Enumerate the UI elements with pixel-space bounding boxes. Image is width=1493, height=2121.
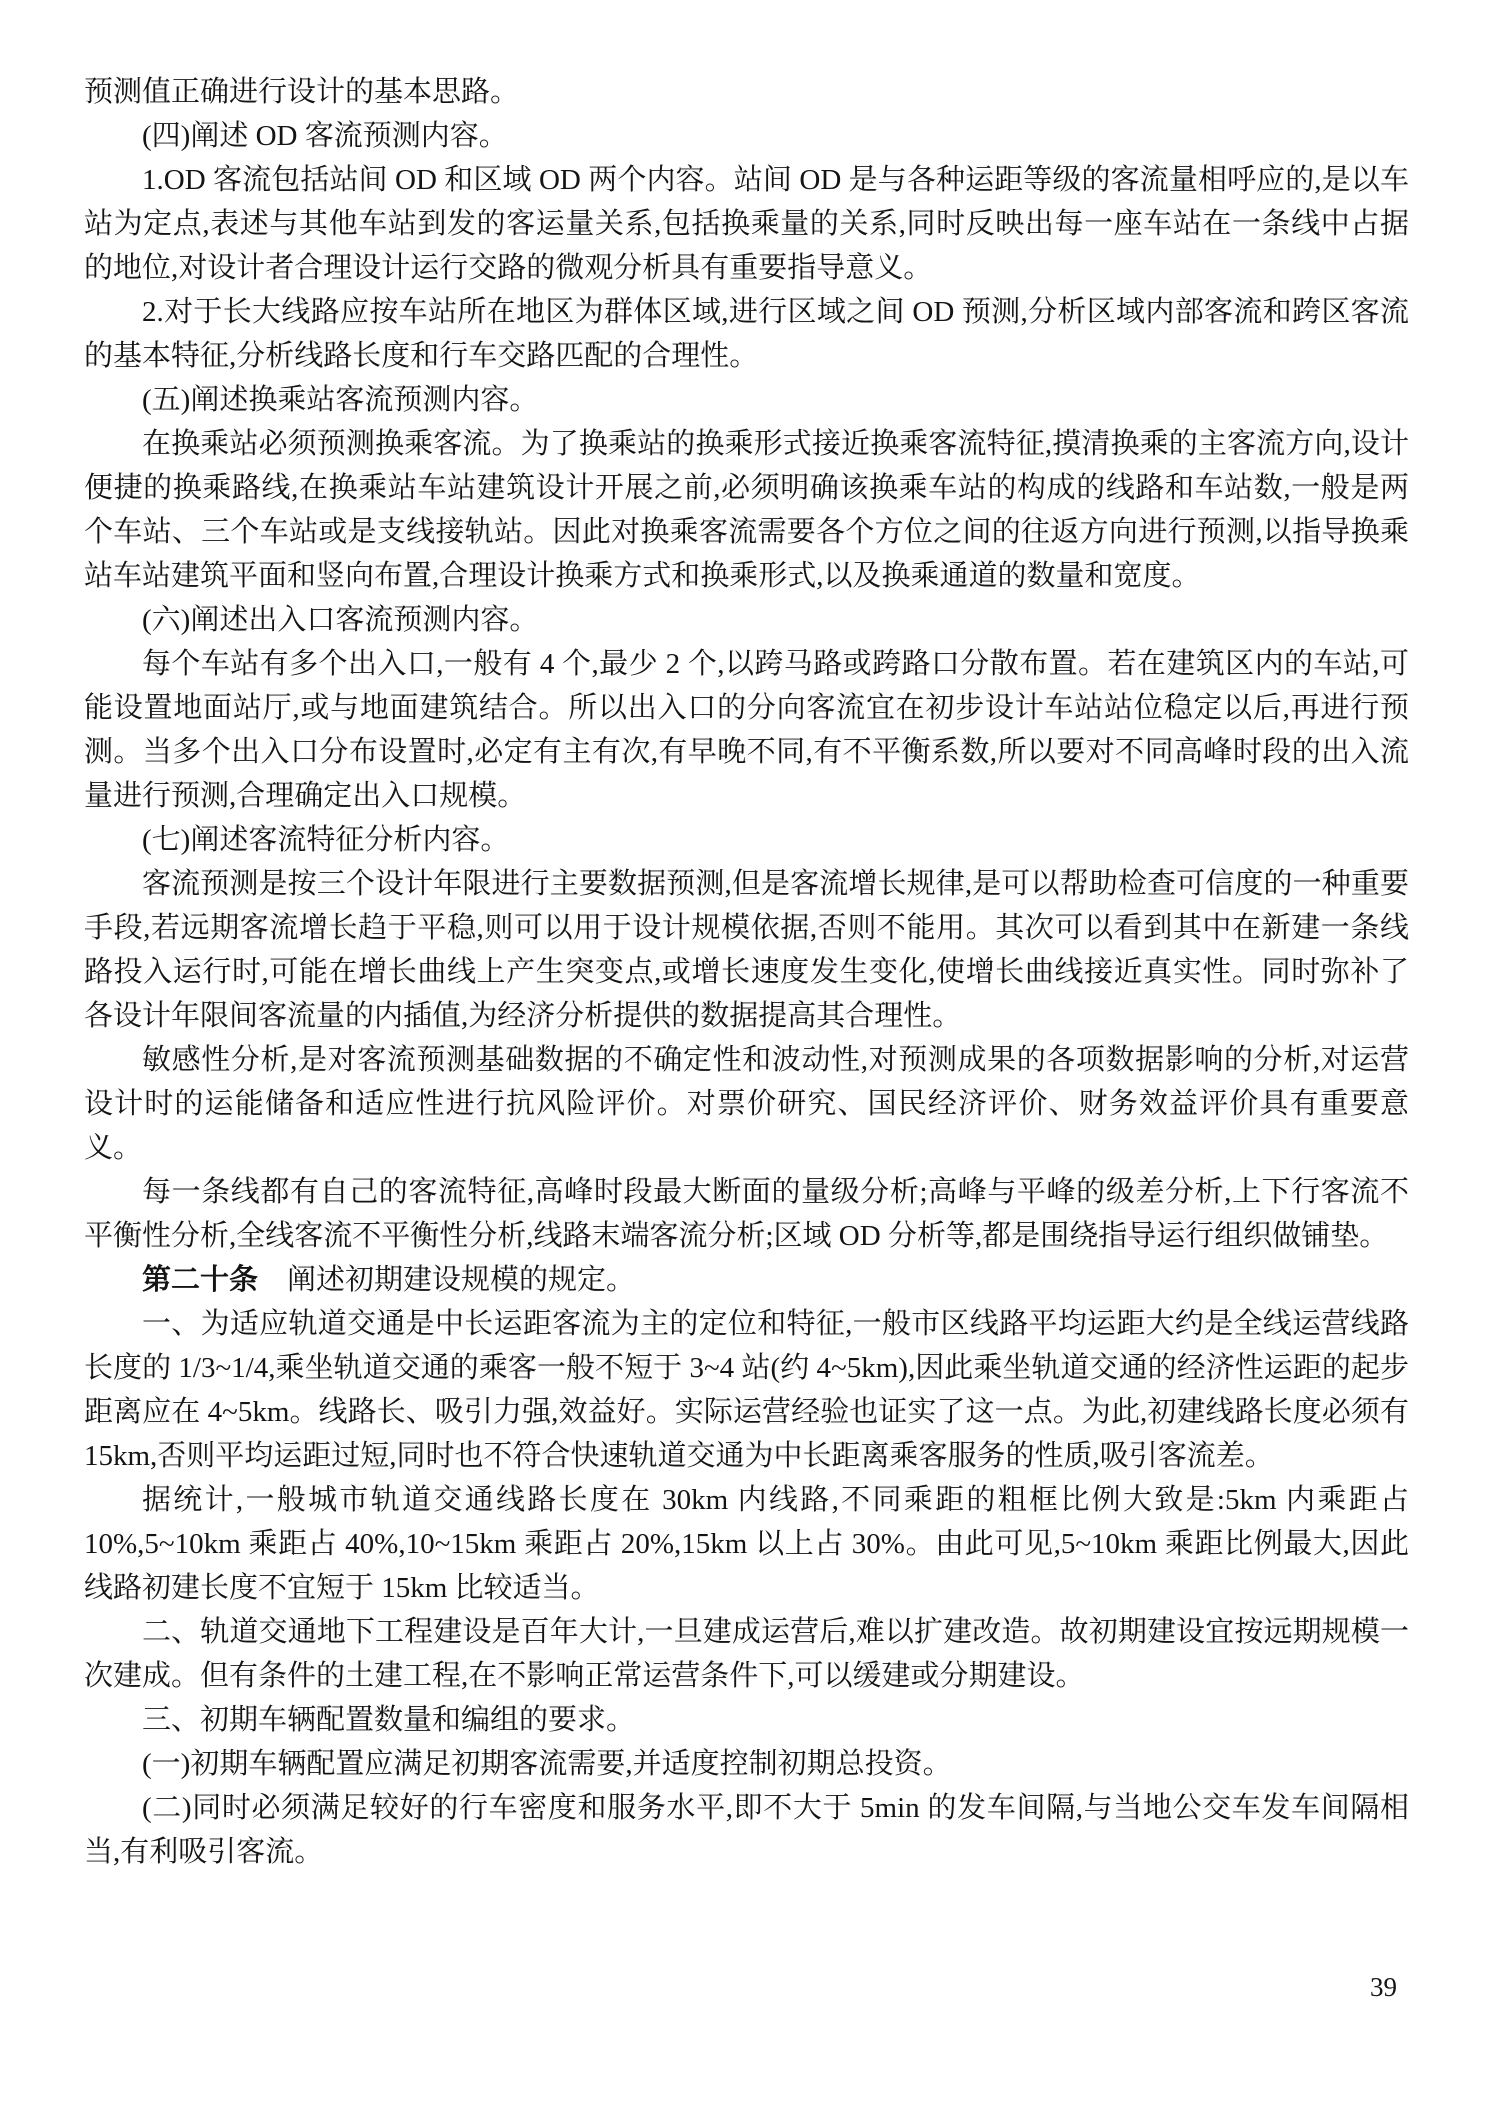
paragraph-initial-scale-3: 三、初期车辆配置数量和编组的要求。 [142, 1704, 636, 1736]
paragraph-statistics: 据统计,一般城市轨道交通线路长度在 30km 内线路,不同乘距的粗框比例大致是:5km 内乘距占 10%,5~10km 乘距占 40%,10~15km 乘距占 20%,15km 以上占 30%。由此可见,5~10km 乘距比例最大,因此线路初建长度不宜短于 15km 比较适当。 [84, 1484, 1409, 1604]
paragraph-item-5-heading: (五)阐述换乘站客流预测内容。 [142, 384, 539, 416]
paragraph-item-6-heading: (六)阐述出入口客流预测内容。 [142, 604, 539, 636]
paragraph-initial-scale-1: 一、为适应轨道交通是中长运距客流为主的定位和特征,一般市区线路平均运距大约是全线运营线路长度的 1/3~1/4,乘坐轨道交通的乘客一般不短于 3~4 站(约 4~5km),因此乘坐轨道交通的经济性运距的起步距离应在 4~5km。线路长、吸引力强,效益好。实际运营经验也证实了这一点。为此,初建线路长度必须有 15km,否则平均运距过短,同时也不符合快速轨道交通为中长距离乘客服务的性质,吸引客流差。 [84, 1308, 1409, 1472]
paragraph-initial-scale-2: 二、轨道交通地下工程建设是百年大计,一旦建成运营后,难以扩建改造。故初期建设宜按远期规模一次建成。但有条件的土建工程,在不影响正常运营条件下,可以缓建或分期建设。 [84, 1616, 1409, 1692]
article-20-number: 第二十条 [142, 1264, 259, 1296]
paragraph-item-7-heading: (七)阐述客流特征分析内容。 [142, 824, 510, 856]
paragraph-od-region: 2.对于长大线路应按车站所在地区为群体区域,进行区域之间 OD 预测,分析区域内部客流和跨区客流的基本特征,分析线路长度和行车交路匹配的合理性。 [84, 296, 1409, 372]
paragraph-transfer-station: 在换乘站必须预测换乘客流。为了换乘站的换乘形式接近换乘客流特征,摸清换乘的主客流方向,设计便捷的换乘路线,在换乘站车站建筑设计开展之前,必须明确该换乘车站的构成的线路和车站数,一般是两个车站、三个车站或是支线接轨站。因此对换乘客流需要各个方位之间的往返方向进行预测,以指导换乘站车站建筑平面和竖向布置,合理设计换乘方式和换乘形式,以及换乘通道的数量和宽度。 [84, 428, 1409, 592]
paragraph-line-features: 每一条线都有自己的客流特征,高峰时段最大断面的量级分析;高峰与平峰的级差分析,上下行客流不平衡性分析,全线客流不平衡性分析,线路末端客流分析;区域 OD 分析等,都是围绕指导运行组织做铺垫。 [84, 1176, 1409, 1252]
paragraph-flow-features: 客流预测是按三个设计年限进行主要数据预测,但是客流增长规律,是可以帮助检查可信度的一种重要手段,若远期客流增长趋于平稳,则可以用于设计规模依据,否则不能用。其次可以看到其中在新建一条线路投入运行时,可能在增长曲线上产生突变点,或增长速度发生变化,使增长曲线接近真实性。同时弥补了各设计年限间客流量的内插值,为经济分析提供的数据提高其合理性。 [84, 868, 1409, 1032]
page-number: 39 [1370, 1972, 1397, 2002]
paragraph-vehicle-config-1: (一)初期车辆配置应满足初期客流需要,并适度控制初期总投资。 [142, 1748, 952, 1780]
paragraph-item-4-heading: (四)阐述 OD 客流预测内容。 [142, 120, 508, 152]
page-content [84, 70, 1409, 1874]
paragraph-od-station: 1.OD 客流包括站间 OD 和区域 OD 两个内容。站间 OD 是与各种运距等级的客流量相呼应的,是以车站为定点,表述与其他车站到发的客运量关系,包括换乘量的关系,同时反映出每一座车站在一条线中占据的地位,对设计者合理设计运行交路的微观分析具有重要指导意义。 [84, 164, 1409, 284]
paragraph-article-20 [84, 1258, 1409, 1302]
article-20-title: 阐述初期建设规模的规定。 [258, 1264, 636, 1296]
paragraph-vehicle-config-2: (二)同时必须满足较好的行车密度和服务水平,即不大于 5min 的发车间隔,与当地公交车发车间隔相当,有利吸引客流。 [84, 1792, 1409, 1868]
paragraph-entrances: 每个车站有多个出入口,一般有 4 个,最少 2 个,以跨马路或跨路口分散布置。若在建筑区内的车站,可能设置地面站厅,或与地面建筑结合。所以出入口的分向客流宜在初步设计车站站位稳定以后,再进行预测。当多个出入口分布设置时,必定有主有次,有早晚不同,有不平衡系数,所以要对不同高峰时段的出入流量进行预测,合理确定出入口规模。 [84, 648, 1409, 812]
paragraph-sensitivity: 敏感性分析,是对客流预测基础数据的不确定性和波动性,对预测成果的各项数据影响的分析,对运营设计时的运能储备和适应性进行抗风险评价。对票价研究、国民经济评价、财务效益评价具有重要意义。 [84, 1044, 1409, 1164]
paragraph-continuation: 预测值正确进行设计的基本思路。 [84, 76, 520, 108]
